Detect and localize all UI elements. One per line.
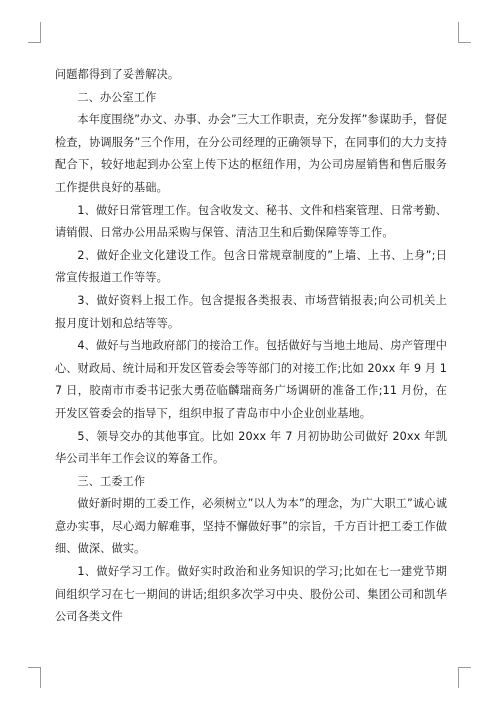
paragraph: 问题都得到了妥善解决。 [55, 68, 180, 81]
crop-mark-bottom-left [28, 667, 41, 688]
document-body [55, 64, 447, 629]
crop-mark-top-left [28, 22, 41, 43]
paragraph: 做好新时期的工委工作，必须树立”以人为本”的理念，为广大职工”诚心诚意办实事，尽心竭力解难事，坚持不懈做好事”的宗旨，千方百计把工委工作做细、做深、做实。 [55, 497, 447, 556]
paragraph: 4、做好与当地政府部门的接洽工作。包括做好与当地土地局、房产管理中心、财政局、统计局和开发区管委会等等部门的对接工作;比如 20xx 年 9 月 17 日，胶南市市委书记张大勇莅临麟瑞商务广场调研的准备工作;11 月份，在开发区管委会的指导下，组织申报了青岛市中小企业创业基地。 [55, 339, 447, 420]
section-heading: 三、工委工作 [77, 474, 146, 488]
crop-mark-bottom-right [458, 667, 471, 688]
paragraph: 本年度围绕”办文、办事、办会”三大工作职责，充分发挥”参谋助手，督促检查，协调服务”三个作用，在分公司经理的正确领导下，在同事们的大力支持配合下，较好地起到办公室上传下达的枢纽作用，为公司房屋销售和售后服务工作提供良好的基础。 [55, 113, 447, 194]
section-heading: 二、办公室工作 [77, 90, 157, 104]
crop-mark-top-right [458, 22, 471, 43]
paragraph: 5、领导交办的其他事宜。比如 20xx 年 7 月初协助公司做好 20xx 年凯华公司半年工作会议的筹备工作。 [55, 429, 447, 466]
paragraph: 1、做好学习工作。做好实时政治和业务知识的学习;比如在七一建党节期间组织学习在七一期间的讲话;组织多次学习中央、股份公司、集团公司和凯华公司各类文件 [55, 565, 447, 624]
paragraph: 2、做好企业文化建设工作。包含日常规章制度的”上墙、上书、上身”;日常宣传报道工作等等。 [55, 248, 447, 285]
paragraph: 1、做好日常管理工作。包含收发文、秘书、文件和档案管理、日常考勤、请销假、日常办公用品采购与保管、清洁卫生和后勤保障等等工作。 [55, 203, 447, 240]
paragraph: 3、做好资料上报工作。包含提报各类报表、市场营销报表;向公司机关上报月度计划和总结等等。 [55, 293, 447, 330]
